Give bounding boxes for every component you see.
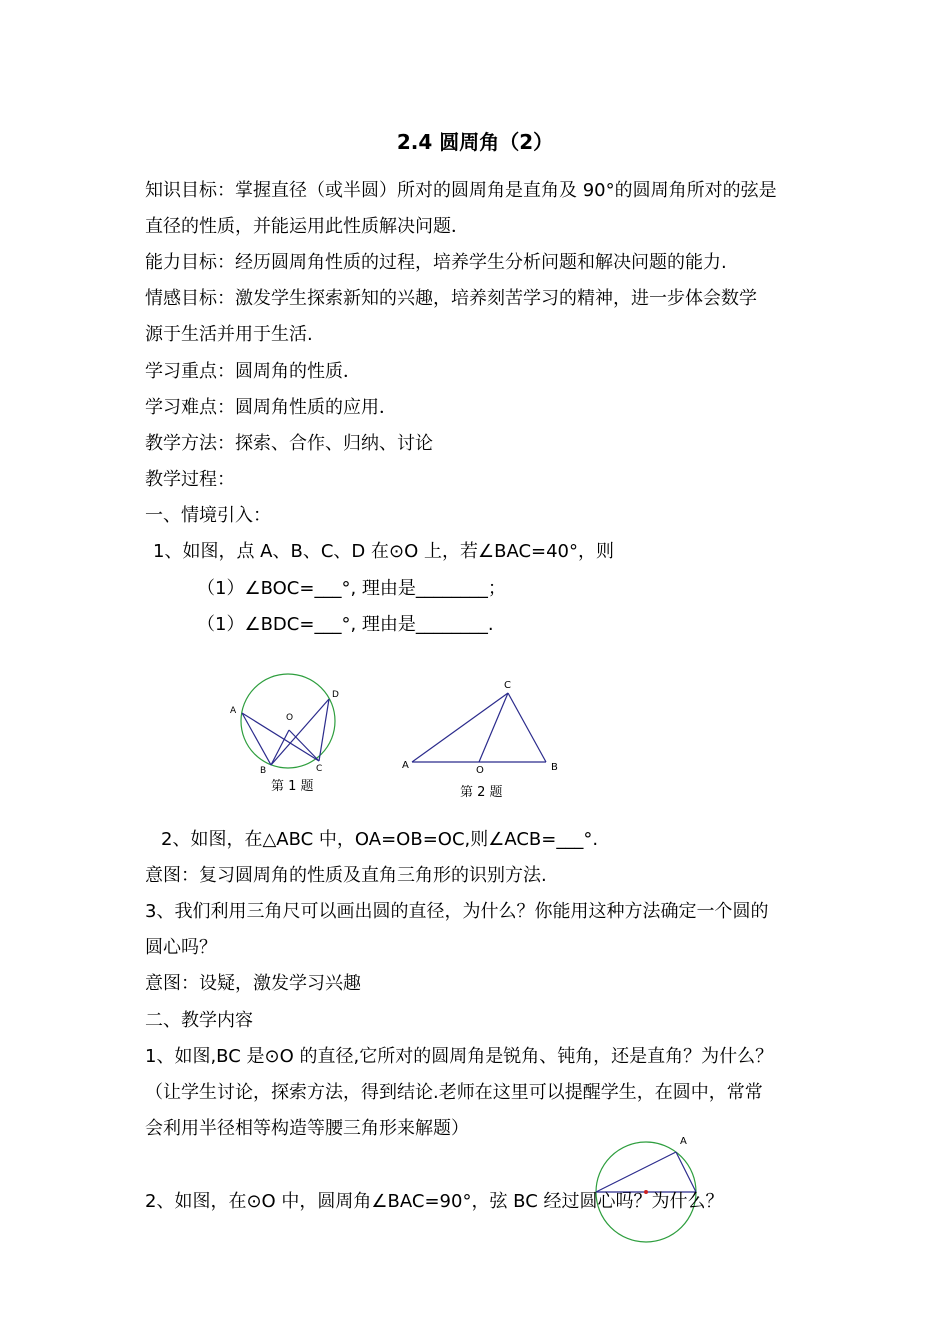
figure-2-caption: 第 2 题 <box>460 785 503 800</box>
figure-2-label-a: A <box>402 760 409 771</box>
figure-3-lines <box>596 1152 696 1192</box>
intent-line-2: 意图：设疑，激发学习兴趣 <box>145 973 361 994</box>
process-heading: 教学过程： <box>145 469 235 490</box>
intent-line-1: 意图：复习圆周角的性质及直角三角形的识别方法. <box>145 865 547 886</box>
figure-1-label-a: A <box>230 706 237 716</box>
figure-1-diagram <box>225 670 345 800</box>
question-1-part-1: （1）∠BOC=___°, 理由是________； <box>197 578 506 599</box>
content-note-line-2: 会利用半径相等构造等腰三角形来解题） <box>145 1118 469 1139</box>
section-one-heading: 一、情境引入： <box>145 505 271 526</box>
figure-2-diagram <box>398 674 568 804</box>
figure-2-lines <box>412 693 546 762</box>
segment-ac <box>676 1152 696 1192</box>
difficulty-line: 学习难点：圆周角性质的应用． <box>145 397 397 418</box>
knowledge-goal-line-2: 直径的性质，并能运用此性质解决问题． <box>145 216 469 237</box>
content-question-2: 2、如图，在⊙O 中，圆周角∠BAC=90°，弦 BC 经过圆心吗？为什么？ <box>145 1191 724 1212</box>
page-title: 2.4 圆周角（2） <box>396 130 554 154</box>
figure-1-caption: 第 1 题 <box>271 779 314 794</box>
question-3-line-1: 3、我们利用三角尺可以画出圆的直径，为什么？你能用这种方法确定一个圆的 <box>145 901 769 922</box>
section-two-heading: 二、教学内容 <box>145 1010 253 1031</box>
question-3-line-2: 圆心吗？ <box>145 937 217 958</box>
segment-ba <box>596 1152 676 1192</box>
emotion-goal-line-2: 源于生活并用于生活. <box>145 324 313 345</box>
figure-2-label-c: C <box>504 680 511 691</box>
emotion-goal-line-1: 情感目标：激发学生探索新知的兴趣，培养刻苦学习的精神，进一步体会数学 <box>145 288 757 309</box>
figure-1-label-o: O <box>286 713 294 723</box>
figure-1-label-c: C <box>316 764 323 774</box>
figure-1-label-b: B <box>260 766 267 776</box>
figure-1-label-d: D <box>332 690 339 700</box>
knowledge-goal-line-1: 知识目标：掌握直径（或半圆）所对的圆周角是直角及 90°的圆周角所对的弦是 <box>145 180 777 201</box>
content-question-1: 1、如图,BC 是⊙O 的直径,它所对的圆周角是锐角、钝角，还是直角？为什么？ <box>145 1046 774 1067</box>
ability-goal-line: 能力目标：经历圆周角性质的过程，培养学生分析问题和解决问题的能力. <box>145 252 727 273</box>
segment-ab <box>242 713 271 765</box>
figure-2-label-b: B <box>551 762 558 773</box>
content-note-line-1: （让学生讨论，探索方法，得到结论.老师在这里可以提醒学生，在圆中，常常 <box>145 1082 763 1103</box>
question-1-part-2: （1）∠BDC=___°, 理由是________. <box>197 614 494 635</box>
question-2-line: 2、如图，在△ABC 中，OA=OB=OC,则∠ACB=___°. <box>161 829 599 850</box>
figure-3-label-a: A <box>680 1136 687 1147</box>
method-line: 教学方法：探索、合作、归纳、讨论 <box>145 433 433 454</box>
segment-cb <box>508 693 546 762</box>
figure-2-label-o: O <box>476 765 484 776</box>
question-1-line: 1、如图，点 A、B、C、D 在⊙O 上，若∠BAC=40°，则 <box>153 541 614 562</box>
key-point-line: 学习重点：圆周角的性质． <box>145 361 361 382</box>
